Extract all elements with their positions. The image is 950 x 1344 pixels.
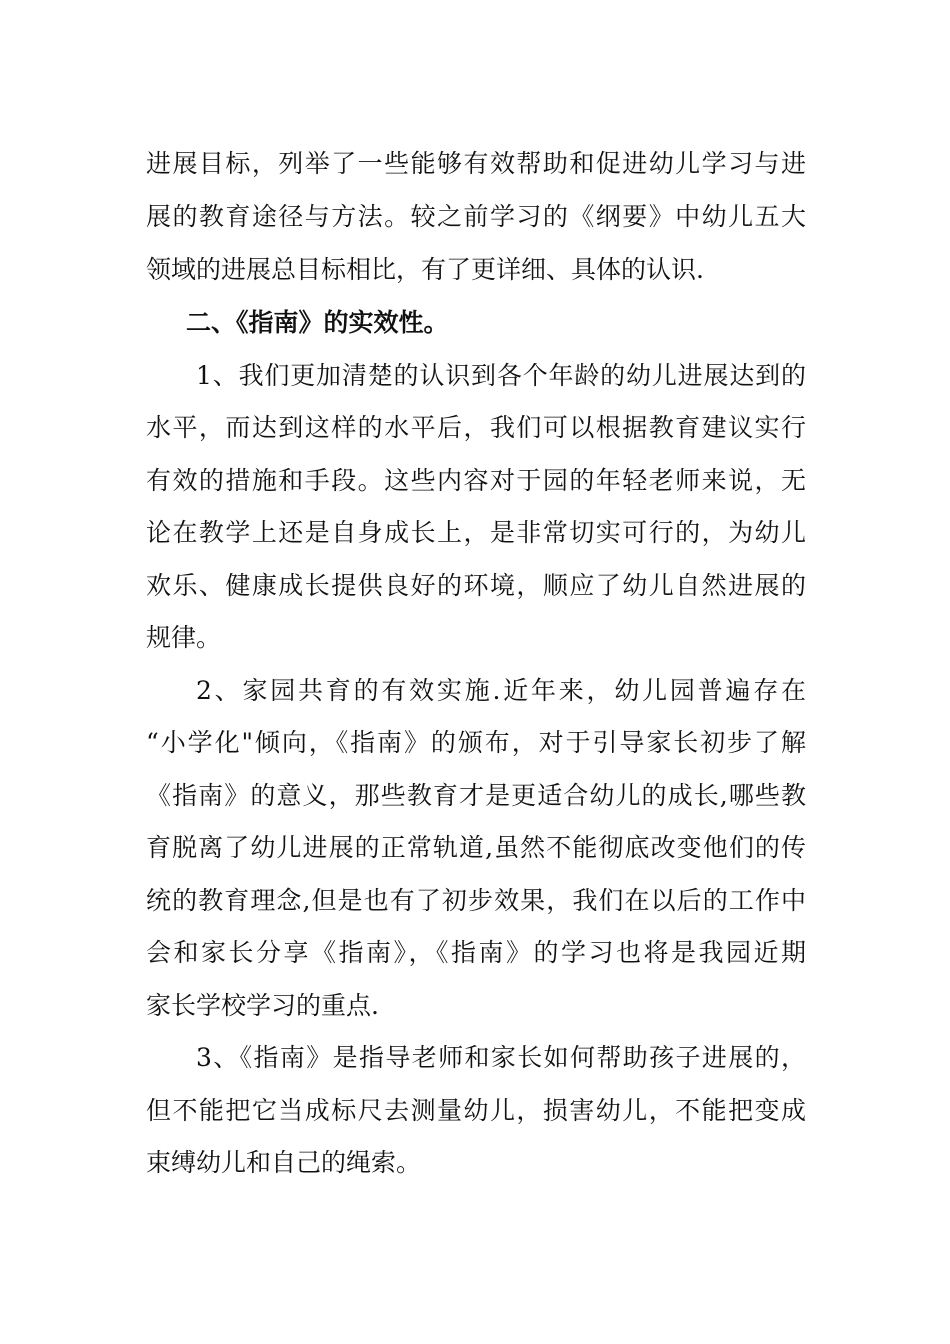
paragraph-line: 统的教育理念,但是也有了初步效果，我们在以后的工作中 [146, 886, 806, 915]
paragraph-line: 育脱离了幼儿进展的正常轨道,虽然不能彻底改变他们的传 [146, 833, 806, 862]
paragraph-line: 论在教学上还是自身成长上，是非常切实可行的，为幼儿 [146, 518, 806, 547]
paragraph-line: 会和家长分享《指南》，《指南》的学习也将是我园近期 [146, 938, 806, 967]
paragraph-line: 进展目标，列举了一些能够有效帮助和促进幼儿学习与进 [146, 149, 806, 178]
paragraph-line: 2、家园共育的有效实施.近年来，幼儿园普遍存在 [196, 676, 806, 705]
paragraph-line: 水平，而达到这样的水平后，我们可以根据教育建议实行 [146, 413, 806, 442]
paragraph-line: 家长学校学习的重点. [146, 991, 379, 1020]
paragraph-line: 展的教育途径与方法。较之前学习的《纲要》中幼儿五大 [146, 202, 806, 231]
paragraph-line: 束缚幼儿和自己的绳索。 [146, 1148, 422, 1177]
section-heading: 二、《指南》的实效性。 [186, 308, 449, 337]
paragraph-line: “小学化"倾向，《指南》的颁布，对于引导家长初步了解 [146, 728, 806, 757]
paragraph-line: 3、《指南》是指导老师和家长如何帮助孩子进展的， [196, 1043, 806, 1072]
paragraph-line: 1、我们更加清楚的认识到各个年龄的幼儿进展达到的 [196, 361, 806, 390]
paragraph-line: 规律。 [146, 623, 222, 652]
paragraph-line: 领域的进展总目标相比，有了更详细、具体的认识. [146, 255, 704, 284]
paragraph-line: 《指南》的意义，那些教育才是更适合幼儿的成长,哪些教 [146, 781, 806, 810]
paragraph-line: 但不能把它当成标尺去测量幼儿，损害幼儿，不能把变成 [146, 1096, 806, 1125]
paragraph-line: 有效的措施和手段。这些内容对于园的年轻老师来说，无 [146, 466, 806, 495]
paragraph-line: 欢乐、健康成长提供良好的环境，顺应了幼儿自然进展的 [146, 571, 806, 600]
